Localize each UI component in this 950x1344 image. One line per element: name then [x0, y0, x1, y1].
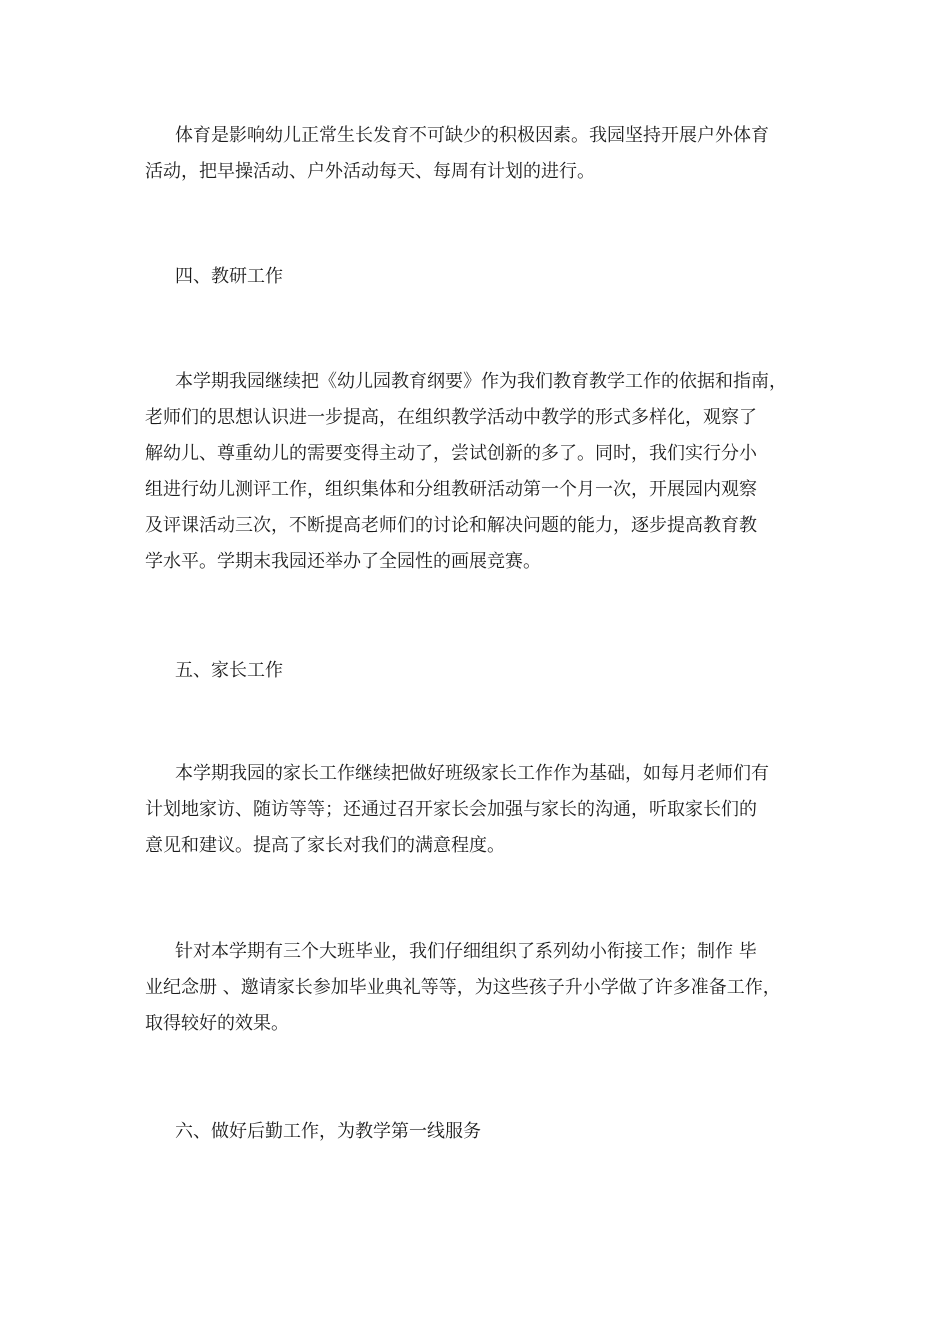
paragraph-line: 解幼儿、尊重幼儿的需要变得主动了，尝试创新的多了。同时，我们实行分小 — [145, 443, 757, 464]
paragraph-line: 本学期我园继续把《幼儿园教育纲要》作为我们教育教学工作的依据和指南， — [175, 371, 787, 392]
section-heading-logistics — [145, 1114, 825, 1150]
paragraph-line: 本学期我园的家长工作继续把做好班级家长工作作为基础，如每月老师们有 — [175, 763, 769, 784]
paragraph-graduation — [145, 934, 825, 1042]
paragraph-line: 学水平。学期末我园还举办了全园性的画展竞赛。 — [145, 551, 541, 572]
paragraph-line: 针对本学期有三个大班毕业，我们仔细组织了系列幼小衔接工作；制作 毕 — [175, 941, 757, 962]
paragraph-sports — [145, 118, 825, 190]
section-heading-research — [145, 259, 825, 295]
paragraph-line: 活动，把早操活动、户外活动每天、每周有计划的进行。 — [145, 161, 595, 182]
paragraph-line: 及评课活动三次，不断提高老师们的讨论和解决问题的能力，逐步提高教育教 — [145, 515, 757, 536]
paragraph-line: 取得较好的效果。 — [145, 1013, 289, 1034]
heading-text: 五、家长工作 — [175, 660, 283, 681]
paragraph-line: 老师们的思想认识进一步提高，在组织教学活动中教学的形式多样化，观察了 — [145, 407, 757, 428]
paragraph-line: 意见和建议。提高了家长对我们的满意程度。 — [145, 835, 505, 856]
paragraph-line: 体育是影响幼儿正常生长发育不可缺少的积极因素。我园坚持开展户外体育 — [175, 125, 769, 146]
heading-text: 四、教研工作 — [175, 266, 283, 287]
paragraph-line: 业纪念册 、邀请家长参加毕业典礼等等，为这些孩子升小学做了许多准备工作， — [145, 977, 781, 998]
paragraph-parents — [145, 756, 825, 864]
paragraph-research — [145, 364, 825, 580]
paragraph-line: 计划地家访、随访等等；还通过召开家长会加强与家长的沟通，听取家长们的 — [145, 799, 757, 820]
paragraph-line: 组进行幼儿测评工作，组织集体和分组教研活动第一个月一次，开展园内观察 — [145, 479, 757, 500]
heading-text: 六、做好后勤工作，为教学第一线服务 — [175, 1121, 481, 1142]
section-heading-parents — [145, 653, 825, 689]
